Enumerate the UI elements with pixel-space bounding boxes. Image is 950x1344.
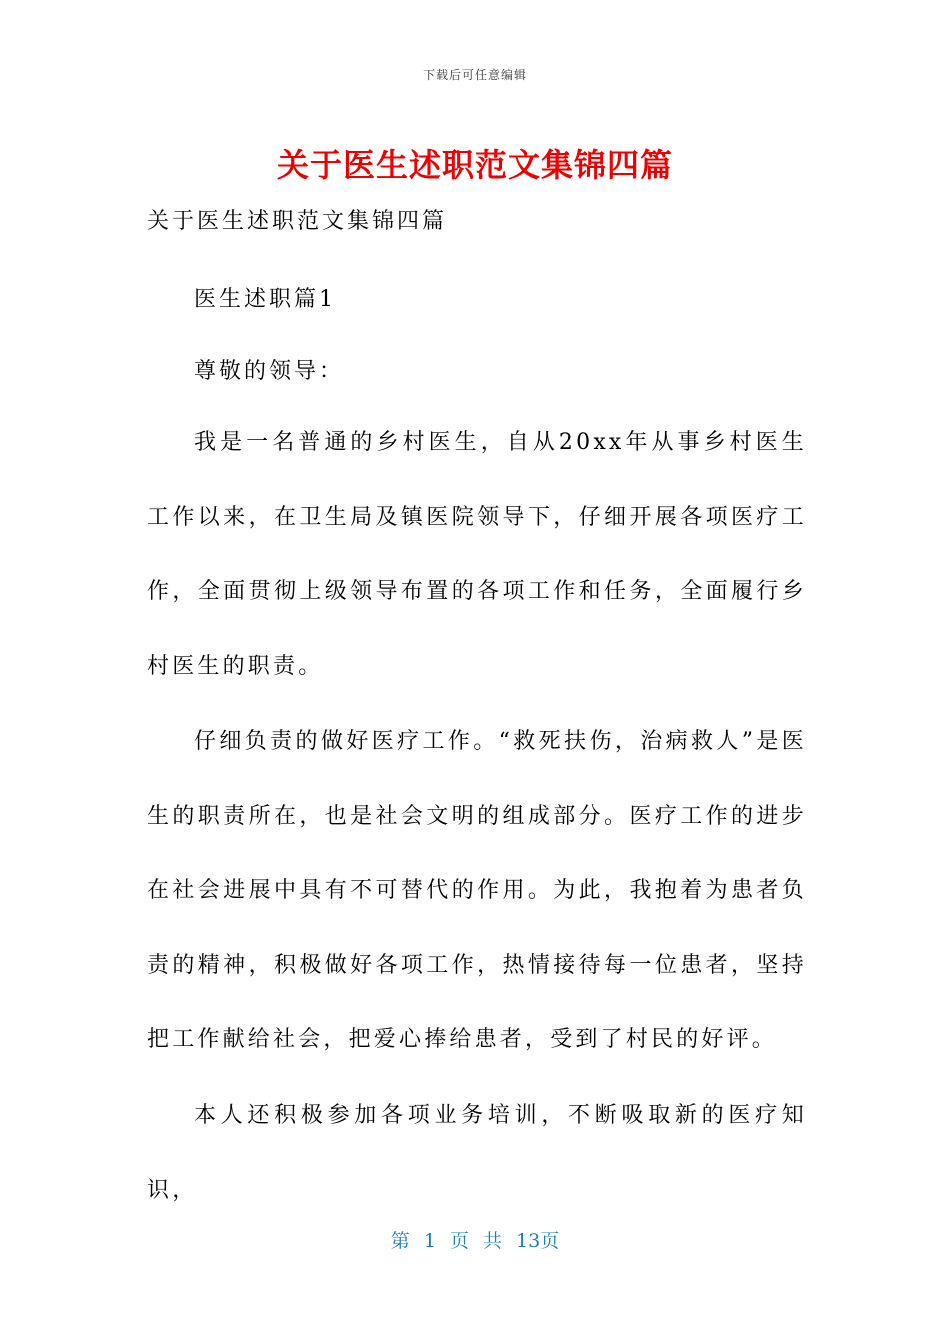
header-note: 下载后可任意编辑 bbox=[422, 68, 527, 82]
document-subtitle: 关于医生述职范文集锦四篇 bbox=[147, 209, 448, 234]
salutation: 尊敬的领导： bbox=[194, 359, 345, 384]
paragraph: 本人还积极参加各项业务培训，不断吸取新的医疗知识， bbox=[147, 1103, 807, 1203]
paragraph: 我是一名普通的乡村医生，自从20xx年从事乡村医生工作以来，在卫生局及镇医院领导下，仔细开展各项医疗工作，全面贯彻上级领导布置的各项工作和任务，全面履行乡村医生的职责。 bbox=[147, 430, 807, 679]
paragraph: 仔细负责的做好医疗工作。“救死扶伤，治病救人”是医生的职责所在，也是社会文明的组成部分。医疗工作的进步在社会进展中具有不可替代的作用。为此，我抱着为患者负责的精神，积极做好各项工作，热情接待每一位患者，坚持把工作献给社会，把爱心捧给患者，受到了村民的好评。 bbox=[147, 729, 807, 1053]
document-title: 关于医生述职范文集锦四篇 bbox=[276, 146, 673, 184]
page-indicator: 第 1 页 共 13页 bbox=[390, 1230, 560, 1252]
section-heading: 医生述职篇1 bbox=[194, 287, 336, 312]
